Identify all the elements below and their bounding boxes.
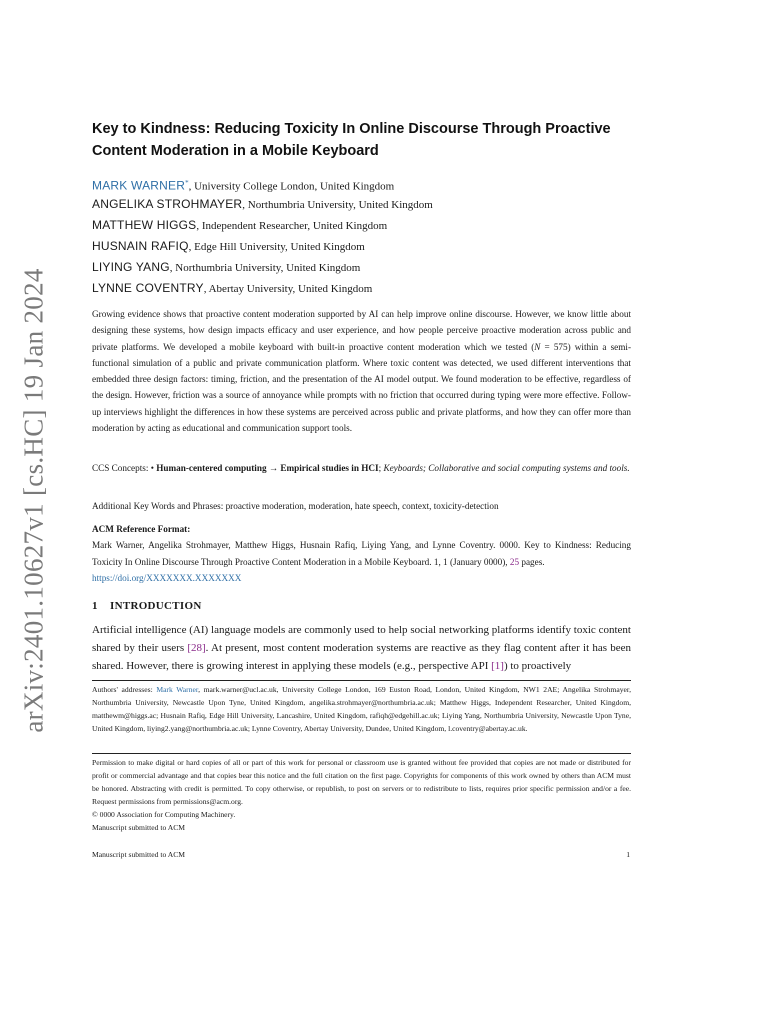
keywords: Additional Key Words and Phrases: proactive moderation, moderation, hate speech, context, toxicity-detection (92, 501, 499, 511)
author-item (92, 215, 631, 236)
author-affiliation: , Independent Researcher, United Kingdom (196, 220, 388, 232)
author-list (92, 173, 631, 299)
author-affiliation: , Edge Hill University, United Kingdom (188, 241, 365, 253)
author-item (92, 257, 631, 278)
manuscript-line: Manuscript submitted to ACM (92, 823, 186, 832)
footer-left: Manuscript submitted to ACM (92, 850, 186, 859)
section-number: 1 (92, 600, 98, 612)
copyright-line: © 0000 Association for Computing Machinery. (92, 810, 236, 819)
author-affiliation: , University College London, United Kingdom (188, 180, 395, 193)
author-name: LYNNE COVENTRY (92, 281, 204, 295)
author-item (92, 278, 631, 299)
author-name-link[interactable]: MARK WARNER (92, 178, 186, 193)
author-name: HUSNAIN RAFIQ (92, 239, 189, 253)
doi-link[interactable]: https://doi.org/XXXXXXX.XXXXXXX (92, 572, 242, 583)
footnote-divider (92, 680, 631, 681)
citation-link[interactable]: [1] (491, 660, 504, 672)
section-title: INTRODUCTION (110, 600, 202, 612)
paper-title: Key to Kindness: Reducing Toxicity In Online Discourse Through Proactive Content Moderation in a Mobile Keyboard (92, 121, 611, 159)
author-name: MATTHEW HIGGS (92, 218, 197, 232)
author-name: LIYING YANG (92, 260, 170, 274)
citation-link[interactable]: [28] (187, 642, 206, 654)
author-item (92, 236, 631, 257)
page-number: 1 (626, 850, 630, 859)
author-name: ANGELIKA STROHMAYER (92, 197, 243, 211)
acm-reference: ACM Reference Format: Mark Warner, Angelika Strohmayer, Matthew Higgs, Husnain Rafiq, Liying Yang, and Lynne Coventry. 0000. Key to Kindness: Reducing Toxicity In Online Discourse Through Proactive Content Moderation in a Mobile Keyboard. 1, 1 (January 0000), 25 pages. https://doi.org/XXXXXXX.XXXXXXX (92, 521, 631, 586)
ccs-concepts: CCS Concepts: • Human-centered computing → Empirical studies in HCI; Keyboards; Collaborative and social computing systems and tools. (92, 463, 630, 473)
page-count-link[interactable]: 25 (509, 556, 520, 567)
author-affiliation: , Abertay University, United Kingdom (203, 283, 373, 295)
arxiv-stamp: arXiv:2401.10627v1 [cs.HC] 19 Jan 2024 (18, 267, 49, 733)
section-heading (92, 600, 631, 612)
author-item (92, 194, 631, 215)
acm-reference-text: Mark Warner, Angelika Strohmayer, Matthew Higgs, Husnain Rafiq, Liying Yang, and Lynne Coventry. 0000. Key to Kindness: Reducing Toxicity In Online Discourse Through Proactive Content Moderation in a Mobile Keyboard. 1, 1 (January 0000), (92, 540, 631, 567)
n-symbol: N (534, 341, 541, 352)
author-address-link[interactable]: Mark Warner (156, 685, 199, 694)
author-affiliation: , Northumbria University, United Kingdom (242, 199, 433, 211)
ccs-italic: Keyboards; Collaborative and social computing systems and tools. (383, 463, 630, 473)
corresponding-mark: * (185, 179, 189, 187)
permission-divider (92, 753, 631, 754)
author-addresses: Authors' addresses: Mark Warner, mark.warner@ucl.ac.uk, University College London, 169 Euston Road, London, United Kingdom, NW1 2AE; Angelika Strohmayer, Northumbria University, Newcastle Upon Tyne, United Kingdom, angelika.strohmayer@northumbria.ac.uk; Matthew Higgs, Independent Researcher, United Kingdom, matthewm@higgs.ac; Husnain Rafiq, Edge Hill University, Lancashire, United Kingdom, rafiqh@edgehill.ac.uk; Liying Yang, Northumbria University, Newcastle Upon Tyne, United Kingdom, liying2.yang@northumbria.ac.uk; Lynne Coventry, Abertay University, Dundee, United Kingdom, l.coventry@abertay.ac.uk. (92, 685, 631, 733)
author-item (92, 173, 631, 194)
acm-reference-heading: ACM Reference Format: (92, 524, 191, 534)
intro-paragraph: Artificial intelligence (AI) language models are commonly used to help social networking platforms identify toxic content shared by their users [28]. At present, most content moderation systems are reactive as they flag content after it has been shared. However, there is growing interest in applying these models (e.g., perspective API [1]) to proactively (92, 624, 631, 672)
ccs-bold: Human-centered computing → Empirical studies in HCI (156, 463, 379, 473)
permission-notice: Permission to make digital or hard copies of all or part of this work for personal or classroom use is granted without fee provided that copies are not made or distributed for profit or commercial advantage and that copies bear this notice and the full citation on the first page. Copyrights for components of this work owned by others than ACM must be honored. Abstracting with credit is permitted. To copy otherwise, or republish, to post on servers or to redistribute to lists, requires prior specific permission and/or a fee. Request permissions from permissions@acm.org. © 0000 Association for Computing Machinery. Manuscript submitted to ACM (92, 758, 631, 832)
author-affiliation: , Northumbria University, United Kingdom (169, 262, 361, 274)
abstract: Growing evidence shows that proactive content moderation supported by AI can help improve online discourse. However, we know little about designing these systems, how design impacts efficacy and user experience, and how people perceive proactive moderation across public and private platforms. We developed a mobile keyboard with built-in proactive content moderation which we tested (N = 575) within a semi-functional simulation of a public and private communication platform. Where toxic content was detected, we used different interventions that embedded three design factors: timing, friction, and the presentation of the AI model output. We found moderation to be effective, regardless of the design. However, friction was a source of annoyance while prompts with no friction that occurred during typing were more effective. Follow-up interviews highlight the differences in how these systems are perceived across public and private platforms, and how they can offer more than moderation by acting as educational and communication support tools. (92, 309, 632, 434)
